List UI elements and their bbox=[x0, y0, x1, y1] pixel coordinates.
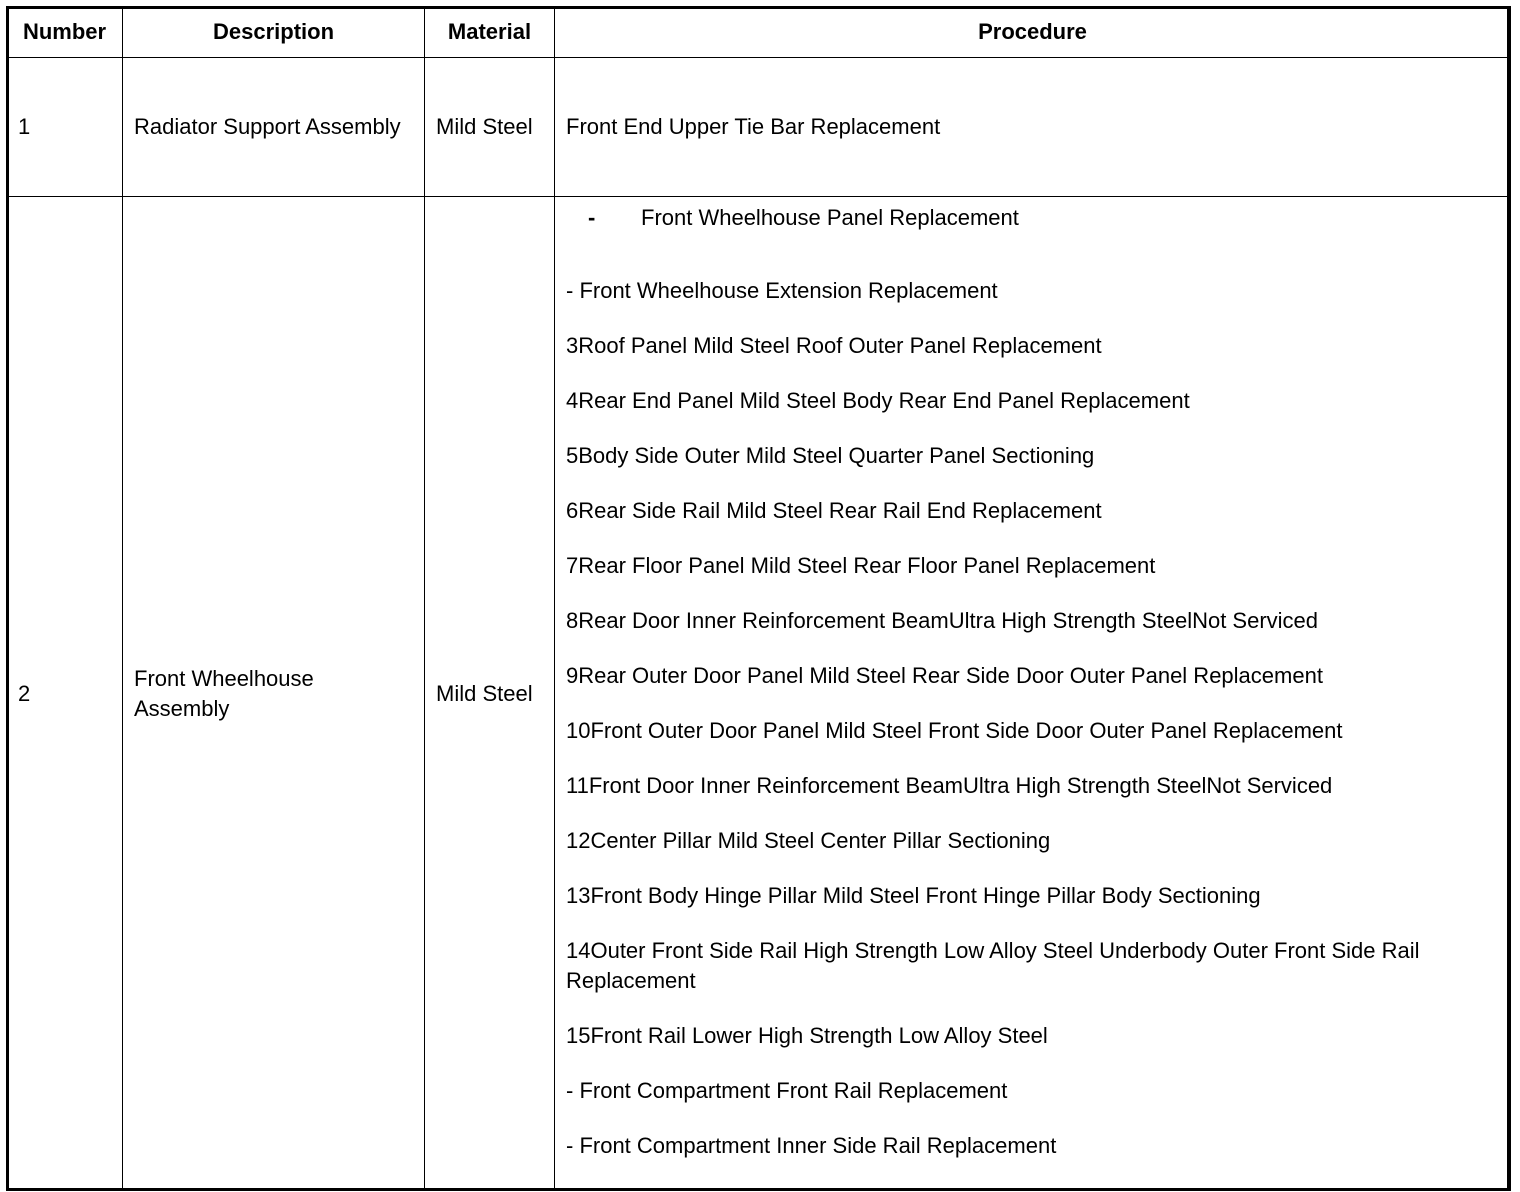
procedure-item: 13Front Body Hinge Pillar Mild Steel Front Hinge Pillar Body Sectioning bbox=[566, 883, 1261, 908]
header-procedure: Procedure bbox=[555, 7, 1511, 58]
procedure-item: 8Rear Door Inner Reinforcement BeamUltra High Strength SteelNot Serviced bbox=[566, 608, 1319, 633]
row-material: Mild Steel bbox=[425, 197, 555, 1191]
row-description: Front Wheelhouse Assembly bbox=[123, 197, 425, 1191]
row-number: 1 bbox=[7, 58, 123, 197]
procedure-item: 7Rear Floor Panel Mild Steel Rear Floor Panel Replacement bbox=[566, 553, 1156, 578]
procedure-item: 15Front Rail Lower High Strength Low Alloy Steel bbox=[566, 1023, 1048, 1048]
procedure-item: 12Center Pillar Mild Steel Center Pillar Sectioning bbox=[566, 828, 1051, 853]
header-description: Description bbox=[123, 7, 425, 58]
table-outer-border bbox=[6, 6, 1510, 1191]
procedure-item: 5Body Side Outer Mild Steel Quarter Panel Sectioning bbox=[566, 443, 1095, 468]
row-number: 2 bbox=[7, 197, 123, 1191]
procedure-item: 14Outer Front Side Rail High Strength Low Alloy Steel Underbody Outer Front Side Rail Replacement bbox=[566, 938, 1420, 993]
bullet-dash: - bbox=[588, 205, 596, 230]
procedure-item: 3Roof Panel Mild Steel Roof Outer Panel Replacement bbox=[566, 333, 1102, 358]
procedure-item: 9Rear Outer Door Panel Mild Steel Rear Side Door Outer Panel Replacement bbox=[566, 663, 1323, 688]
row-procedure: Front End Upper Tie Bar Replacement bbox=[555, 58, 1511, 197]
procedure-item: 11Front Door Inner Reinforcement BeamUltra High Strength SteelNot Serviced bbox=[566, 773, 1333, 798]
header-material: Material bbox=[425, 7, 555, 58]
procedure-item: - Front Compartment Inner Side Rail Replacement bbox=[566, 1133, 1057, 1158]
row-material: Mild Steel bbox=[425, 58, 555, 197]
procedure-item: 4Rear End Panel Mild Steel Body Rear End Panel Replacement bbox=[566, 388, 1190, 413]
procedure-item: 10Front Outer Door Panel Mild Steel Front Side Door Outer Panel Replacement bbox=[566, 718, 1343, 743]
procedure-item: - Front Wheelhouse Extension Replacement bbox=[566, 278, 998, 303]
row-description: Radiator Support Assembly bbox=[123, 58, 425, 197]
procedure-item: 6Rear Side Rail Mild Steel Rear Rail End Replacement bbox=[566, 498, 1102, 523]
procedure-item: - Front Compartment Front Rail Replacement bbox=[566, 1078, 1008, 1103]
header-number: Number bbox=[7, 7, 123, 58]
procedure-item-text: Front Wheelhouse Panel Replacement bbox=[641, 205, 1019, 230]
